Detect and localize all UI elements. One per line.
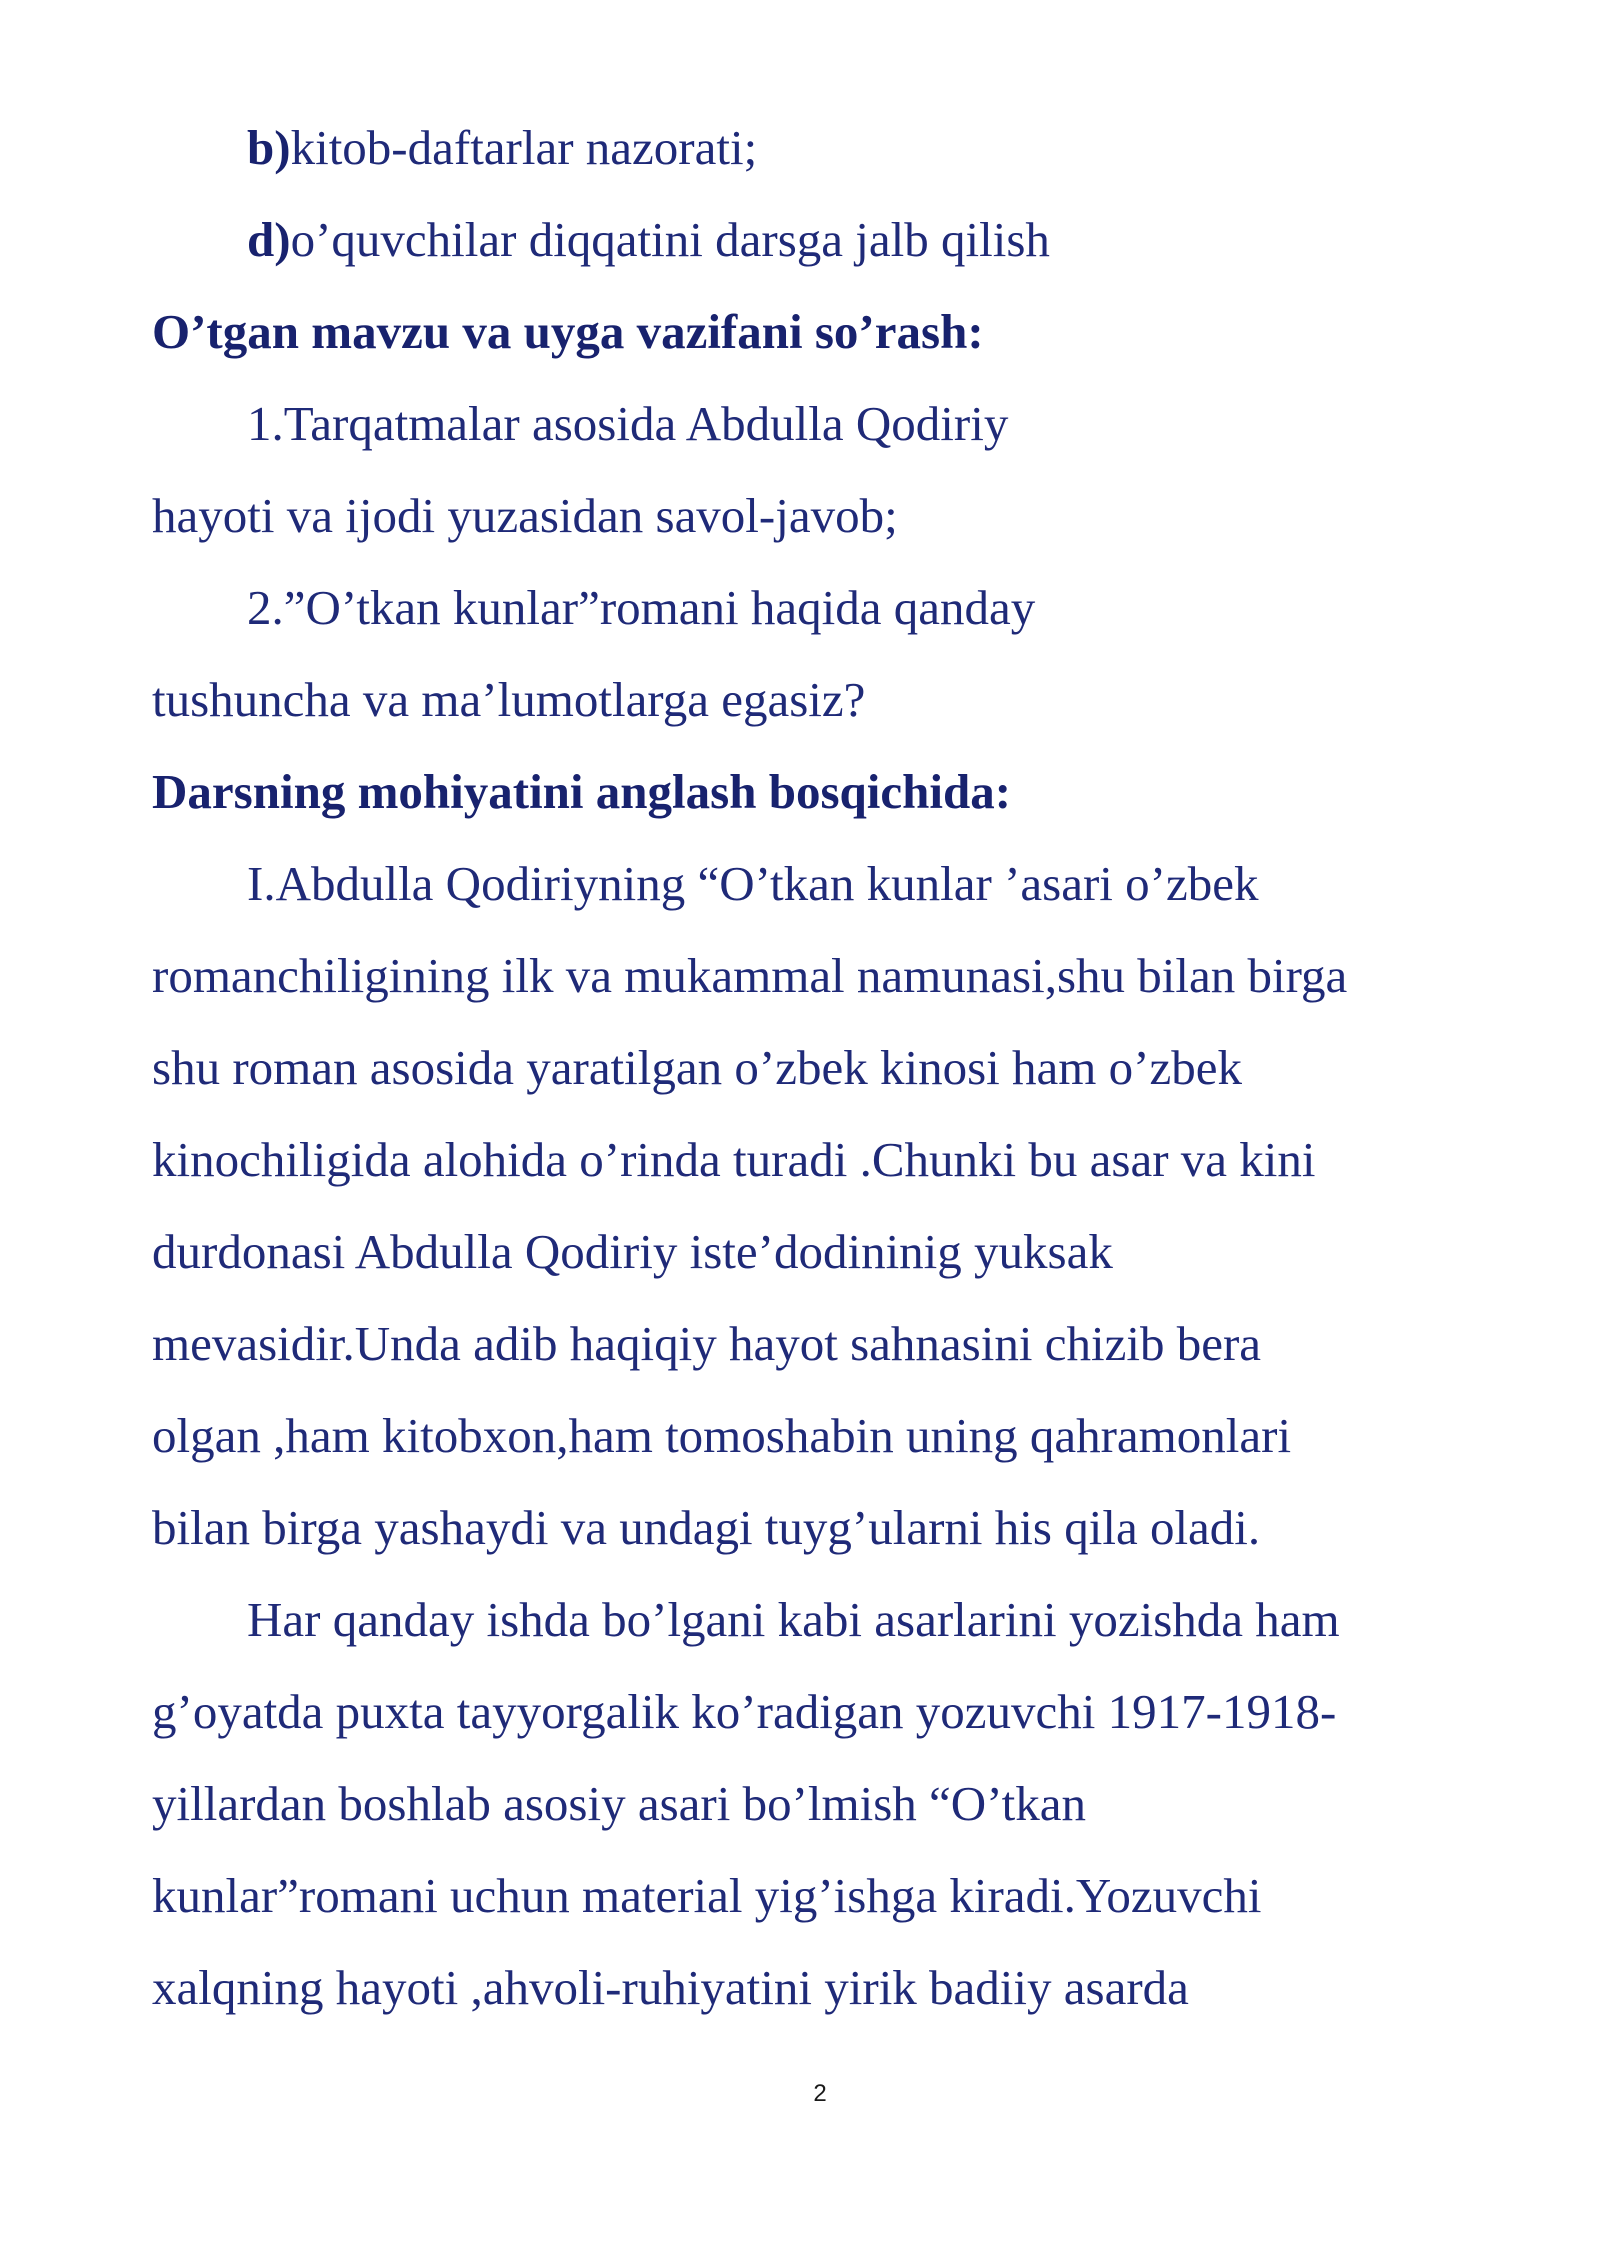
review-line-1: 1.Tarqatmalar asosida Abdulla Qodiriy — [247, 396, 1009, 451]
review-line-3: 2.”O’tkan kunlar”romani haqida qanday — [247, 580, 1036, 635]
list-item-b — [247, 118, 757, 178]
list-text-d: o’quvchilar diqqatini darsga jalb qilish — [290, 212, 1050, 267]
paragraph1-line-2: romanchiligining ilk va mukammal namunasi,shu bilan birga — [152, 948, 1348, 1003]
page-number: 2 — [813, 2080, 827, 2107]
paragraph2-line-4: kunlar”romani uchun material yig’ishga kiradi.Yozuvchi — [152, 1868, 1262, 1923]
paragraph1-line-1: I.Abdulla Qodiriyning “O’tkan kunlar ’asari o’zbek — [247, 856, 1259, 911]
paragraph1-line-7: olgan ,ham kitobxon,ham tomoshabin uning qahramonlari — [152, 1408, 1292, 1463]
paragraph1-line-8: bilan birga yashaydi va undagi tuyg’ularni his qila oladi. — [152, 1500, 1261, 1555]
review-line-2: hayoti va ijodi yuzasidan savol-javob; — [152, 488, 898, 543]
heading-essence: Darsning mohiyatini anglash bosqichida: — [152, 764, 1012, 819]
paragraph2-line-3: yillardan boshlab asosiy asari bo’lmish “O’tkan — [152, 1776, 1086, 1831]
review-line-4: tushuncha va ma’lumotlarga egasiz? — [152, 672, 866, 727]
paragraph1-line-3: shu roman asosida yaratilgan o’zbek kinosi ham o’zbek — [152, 1040, 1242, 1095]
paragraph1-line-4: kinochiligida alohida o’rinda turadi .Chunki bu asar va kini — [152, 1132, 1316, 1187]
heading-review: O’tgan mavzu va uyga vazifani so’rash: — [152, 304, 984, 359]
list-item-d — [247, 210, 1050, 270]
paragraph2-line-1: Har qanday ishda bo’lgani kabi asarlarini yozishda ham — [247, 1592, 1340, 1647]
paragraph1-line-6: mevasidir.Unda adib haqiqiy hayot sahnasini chizib bera — [152, 1316, 1262, 1371]
list-marker-d: d) — [247, 212, 291, 267]
paragraph2-line-5: xalqning hayoti ,ahvoli-ruhiyatini yirik badiiy asarda — [152, 1960, 1189, 2015]
list-marker-b: b) — [247, 120, 291, 175]
paragraph2-line-2: g’oyatda puxta tayyorgalik ko’radigan yozuvchi 1917-1918- — [152, 1684, 1337, 1739]
paragraph1-line-5: durdonasi Abdulla Qodiriy iste’dodininig yuksak — [152, 1224, 1113, 1279]
list-text-b: kitob-daftarlar nazorati; — [290, 120, 758, 175]
